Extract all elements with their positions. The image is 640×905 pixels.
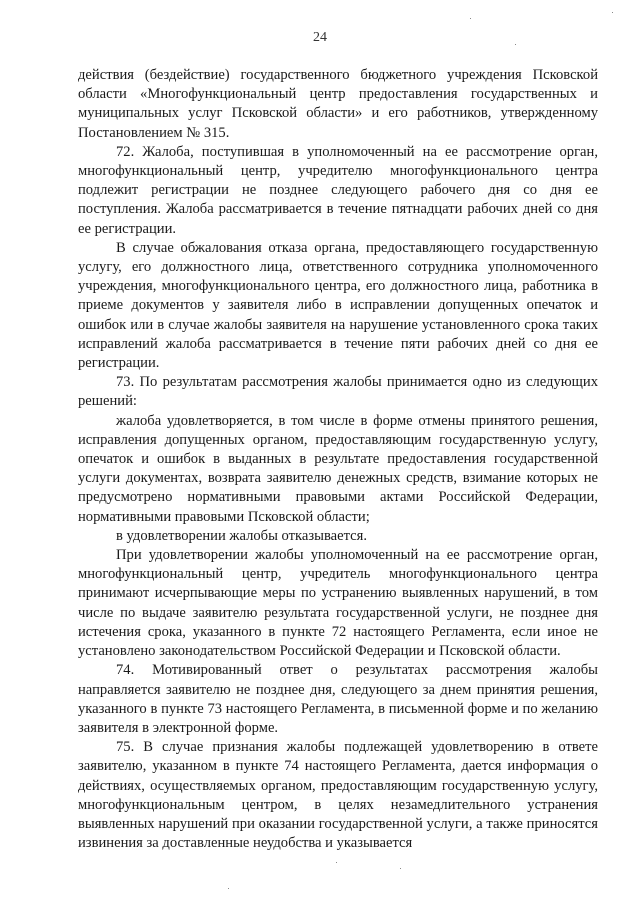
paragraph-73-decision-satisfied: жалоба удовлетворяется, в том числе в форме отмены принятого решения, исправления допущенных органом, предоставляющим государственную услугу, опечаток и ошибок в выданных в результате предоставления государственной услуги документах, возврата заявителю денежных средств, взимание которых не предусмотрено нормативными правовыми актами Российской Федерации, нормативными правовыми Псковской области; xyxy=(78,412,598,525)
paragraph-satisfaction-measures: При удовлетворении жалобы уполномоченный на ее рассмотрение орган, многофункциональный центр, учредитель многофункционального центра принимают исчерпывающие меры по устранению выявленных нарушений, в том числе по выдаче заявителю результата государственной услуги, не позднее дня истечения срока, указанного в пункте 72 настоящего Регламента, если иное не установлено законодательством Российской Федерации и Псковской области. xyxy=(78,547,598,660)
body-text xyxy=(78,66,598,853)
scan-speck xyxy=(400,868,401,869)
paragraph-continuation: действия (бездействие) государственного бюджетного учреждения Псковской области «Многофункциональный центр предоставления государственных и муниципальных услуг Псковской области» и его работников, утвержденному Постановлением № 315. xyxy=(78,67,598,141)
paragraph-75: 75. В случае признания жалобы подлежащей удовлетворению в ответе заявителю, указанном в пункте 74 настоящего Регламента, дается информация о действиях, осуществляемых органом, предоставляющим государственную услугу, многофункциональным центром, в целях незамедлительного устранения выявленных нарушений при оказании государственной услуги, а также приносятся извинения за доставленные неудобства и указывается xyxy=(78,739,598,852)
scan-speck xyxy=(612,12,613,13)
paragraph-74: 74. Мотивированный ответ о результатах рассмотрения жалобы направляется заявителю не позднее дня, следующего за днем принятия решения, указанного в пункте 73 настоящего Регламента, в письменной форме и по желанию заявителя в электронной форме. xyxy=(78,662,598,736)
scan-speck xyxy=(470,18,471,19)
paragraph-73: 73. По результатам рассмотрения жалобы принимается одно из следующих решений: xyxy=(78,374,598,410)
scan-speck xyxy=(228,888,229,889)
page-number: 24 xyxy=(313,30,327,45)
paragraph-73-decision-refused: в удовлетворении жалобы отказывается. xyxy=(116,527,368,544)
scan-speck xyxy=(336,862,337,863)
scan-speck xyxy=(515,44,516,45)
paragraph-72: 72. Жалоба, поступившая в уполномоченный на ее рассмотрение орган, многофункциональный центр, учредителю многофункционального центра подлежит регистрации не позднее следующего рабочего дня со дня ее поступления. Жалоба рассматривается в течение пятнадцати рабочих дней со дня ее регистрации. xyxy=(78,143,598,237)
paragraph-72-appeal-refusal: В случае обжалования отказа органа, предоставляющего государственную услугу, его должностного лица, ответственного сотрудника уполномоченного учреждения, многофункционального центра, его должностного лица, работника в приеме документов у заявителя либо в исправлении допущенных опечаток и ошибок или в случае жалобы заявителя на нарушение установленного срока таких исправлений жалоба рассматривается в течение пяти рабочих дней со дня ее регистрации. xyxy=(78,239,598,372)
